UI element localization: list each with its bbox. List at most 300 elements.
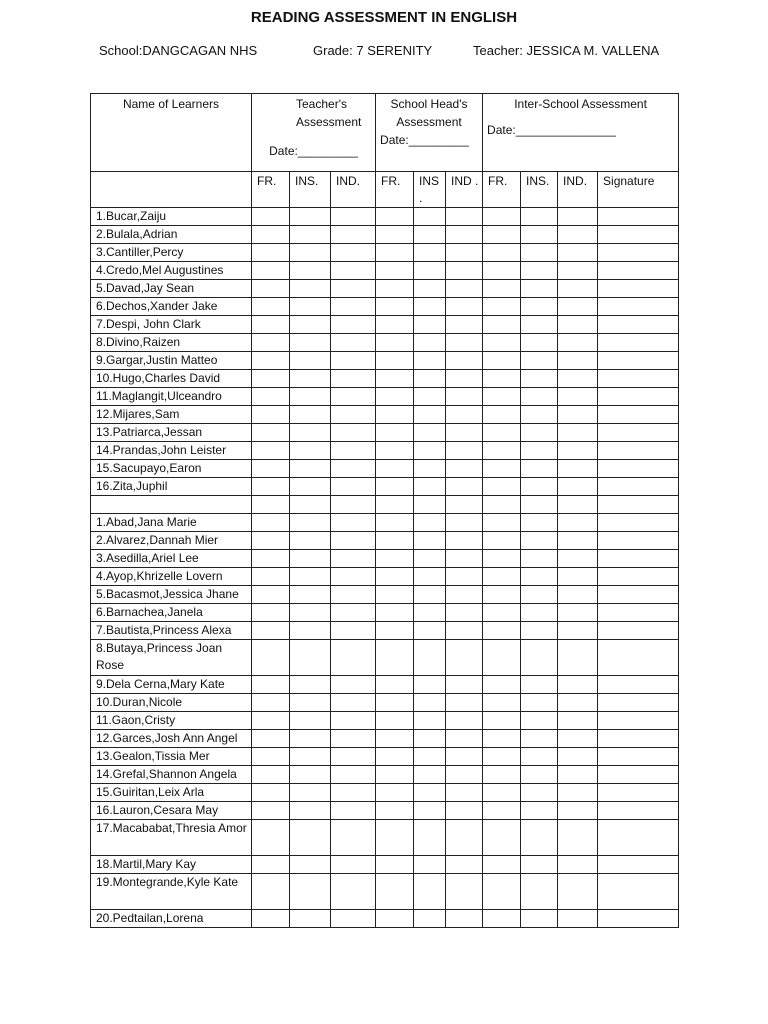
score-cell [558,802,598,820]
score-cell [483,370,521,388]
score-cell [558,568,598,586]
score-cell [483,748,521,766]
score-cell [598,766,679,784]
score-cell [521,604,558,622]
score-cell [483,820,521,856]
score-cell [521,388,558,406]
learner-row [91,262,679,280]
learner-name: 5.Bacasmot,Jessica Jhane [91,586,252,604]
score-cell [521,694,558,712]
score-cell [376,298,414,316]
learner-name: 19.Montegrande,Kyle Kate [91,874,252,910]
score-cell [598,244,679,262]
score-cell [446,694,483,712]
score-cell [483,910,521,928]
score-cell [376,280,414,298]
score-cell [252,604,290,622]
score-cell [414,676,446,694]
learner-row [91,910,679,928]
learner-row [91,352,679,370]
score-cell [558,460,598,478]
score-cell [252,352,290,370]
score-cell [290,640,331,676]
learner-name: 1.Abad,Jana Marie [91,514,252,532]
score-cell [483,334,521,352]
score-cell [446,586,483,604]
score-cell [598,748,679,766]
score-cell [376,712,414,730]
score-cell [290,460,331,478]
score-cell [414,460,446,478]
score-cell [252,424,290,442]
score-cell [483,388,521,406]
score-cell [598,496,679,514]
score-cell [598,460,679,478]
score-cell [414,568,446,586]
score-cell [376,694,414,712]
score-cell [446,226,483,244]
score-cell [558,226,598,244]
score-cell [252,622,290,640]
score-cell [290,874,331,910]
score-cell [598,532,679,550]
score-cell [376,496,414,514]
score-cell [521,586,558,604]
learner-row [91,748,679,766]
score-cell [598,352,679,370]
score-cell [376,442,414,460]
score-cell [414,640,446,676]
score-cell [521,442,558,460]
teacher-ins-header: INS. [290,172,331,208]
page-title: READING ASSESSMENT IN ENGLISH [250,9,518,26]
score-cell [483,802,521,820]
score-cell [414,316,446,334]
score-cell [446,730,483,748]
score-cell [446,262,483,280]
score-cell [331,406,376,424]
score-cell [598,388,679,406]
score-cell [252,820,290,856]
score-cell [558,244,598,262]
learner-row [91,622,679,640]
score-cell [558,406,598,424]
inter-ind-header: IND. [558,172,598,208]
score-cell [290,280,331,298]
score-cell [414,334,446,352]
teacher-assessment-header [252,94,376,172]
score-cell [521,370,558,388]
learner-name: 1.Bucar,Zaiju [91,208,252,226]
score-cell [331,226,376,244]
score-cell [414,748,446,766]
score-cell [598,568,679,586]
score-cell [290,532,331,550]
score-cell [446,622,483,640]
score-cell [446,442,483,460]
learner-row [91,586,679,604]
learner-name: 6.Barnachea,Janela [91,604,252,622]
score-cell [446,496,483,514]
score-cell [521,568,558,586]
score-cell [483,532,521,550]
score-cell [558,874,598,910]
blank-row [91,496,679,514]
score-cell [414,388,446,406]
score-cell [414,424,446,442]
score-cell [446,280,483,298]
score-cell [331,784,376,802]
score-cell [598,712,679,730]
learner-name: 16.Zita,Juphil [91,478,252,496]
score-cell [252,766,290,784]
learner-name: 13.Patriarca,Jessan [91,424,252,442]
score-cell [414,820,446,856]
score-cell [483,280,521,298]
score-cell [446,244,483,262]
learner-row [91,568,679,586]
score-cell [598,316,679,334]
score-cell [252,694,290,712]
score-cell [521,316,558,334]
learner-row [91,388,679,406]
learner-name: 12.Garces,Josh Ann Angel [91,730,252,748]
score-cell [558,694,598,712]
score-cell [331,298,376,316]
score-cell [376,370,414,388]
score-cell [376,514,414,532]
score-cell [521,784,558,802]
score-cell [558,820,598,856]
score-cell [414,478,446,496]
score-cell [598,262,679,280]
score-cell [414,352,446,370]
learner-name: 3.Asedilla,Ariel Lee [91,550,252,568]
score-cell [376,820,414,856]
score-cell [331,622,376,640]
score-cell [446,640,483,676]
score-cell [598,910,679,928]
score-cell [446,298,483,316]
score-cell [558,604,598,622]
score-cell [446,316,483,334]
score-cell [446,460,483,478]
score-cell [414,766,446,784]
score-cell [521,766,558,784]
score-cell [376,730,414,748]
learner-name: 8.Divino,Raizen [91,334,252,352]
score-cell [290,568,331,586]
score-cell [331,586,376,604]
score-cell [414,604,446,622]
score-cell [252,334,290,352]
score-cell [331,910,376,928]
inter-fr-header: FR. [483,172,521,208]
score-cell [446,712,483,730]
score-cell [252,496,290,514]
score-cell [521,910,558,928]
score-cell [414,550,446,568]
score-cell [521,514,558,532]
score-cell [558,208,598,226]
score-cell [483,514,521,532]
score-cell [414,442,446,460]
score-cell [290,748,331,766]
score-cell [252,874,290,910]
score-cell [446,532,483,550]
score-cell [483,856,521,874]
score-cell [414,280,446,298]
score-cell [331,424,376,442]
score-cell [483,694,521,712]
score-cell [598,442,679,460]
learner-row [91,640,679,676]
score-cell [376,532,414,550]
score-cell [446,766,483,784]
score-cell [483,640,521,676]
score-cell [331,712,376,730]
learner-row [91,712,679,730]
learner-name: 15.Guiritan,Leix Arla [91,784,252,802]
score-cell [483,262,521,280]
score-cell [558,388,598,406]
score-cell [376,406,414,424]
score-cell [558,478,598,496]
score-cell [521,532,558,550]
score-cell [290,424,331,442]
score-cell [414,496,446,514]
teacher-date: Date:_________ [269,144,358,158]
score-cell [598,586,679,604]
score-cell [446,514,483,532]
learner-name: 7.Despi, John Clark [91,316,252,334]
score-cell [483,604,521,622]
learner-name: 3.Cantiller,Percy [91,244,252,262]
learner-row [91,766,679,784]
score-cell [376,352,414,370]
score-cell [483,298,521,316]
score-cell [483,208,521,226]
score-cell [290,370,331,388]
score-cell [521,856,558,874]
score-cell [521,640,558,676]
score-cell [521,478,558,496]
learner-row [91,442,679,460]
score-cell [290,316,331,334]
score-cell [521,352,558,370]
score-cell [446,388,483,406]
score-cell [331,856,376,874]
learner-name: 9.Gargar,Justin Matteo [91,352,252,370]
score-cell [376,316,414,334]
score-cell [558,766,598,784]
score-cell [521,460,558,478]
score-cell [290,244,331,262]
learner-row [91,694,679,712]
learner-name: 14.Prandas,John Leister [91,442,252,460]
score-cell [558,532,598,550]
score-cell [558,334,598,352]
score-cell [521,298,558,316]
score-cell [558,424,598,442]
score-cell [598,298,679,316]
score-cell [558,748,598,766]
learner-row [91,856,679,874]
score-cell [598,604,679,622]
head-ind-header: IND . [446,172,483,208]
score-cell [598,514,679,532]
score-cell [290,442,331,460]
score-cell [446,550,483,568]
score-cell [252,208,290,226]
learner-row [91,550,679,568]
score-cell [521,262,558,280]
score-cell [414,532,446,550]
score-cell [290,910,331,928]
score-cell [446,208,483,226]
score-cell [521,730,558,748]
score-cell [252,748,290,766]
subheader-row [91,172,679,208]
score-cell [376,586,414,604]
learner-row [91,298,679,316]
score-cell [331,244,376,262]
teacher-assessment-label: Teacher's Assessment [296,97,362,129]
score-cell [290,712,331,730]
inter-ins-header: INS. [521,172,558,208]
score-cell [414,784,446,802]
learner-name: 9.Dela Cerna,Mary Kate [91,676,252,694]
learner-name: 2.Bulala,Adrian [91,226,252,244]
score-cell [331,352,376,370]
score-cell [558,730,598,748]
score-cell [331,370,376,388]
learner-row [91,424,679,442]
score-cell [483,550,521,568]
score-cell [376,334,414,352]
inter-school-assessment-label: Inter-School Assessment [514,97,647,111]
score-cell [290,550,331,568]
score-cell [414,208,446,226]
score-cell [598,478,679,496]
score-cell [414,406,446,424]
score-cell [414,298,446,316]
score-cell [331,766,376,784]
score-cell [521,244,558,262]
score-cell [521,676,558,694]
learner-row [91,820,679,856]
learner-row [91,244,679,262]
header-row [91,94,679,172]
score-cell [252,370,290,388]
score-cell [483,586,521,604]
score-cell [558,640,598,676]
score-cell [521,496,558,514]
score-cell [446,910,483,928]
score-cell [290,856,331,874]
score-cell [558,622,598,640]
score-cell [598,406,679,424]
score-cell [598,730,679,748]
score-cell [598,280,679,298]
score-cell [290,226,331,244]
score-cell [483,460,521,478]
score-cell [331,316,376,334]
score-cell [558,514,598,532]
score-cell [376,568,414,586]
score-cell [252,712,290,730]
score-cell [598,676,679,694]
score-cell [376,874,414,910]
score-cell [252,802,290,820]
score-cell [331,532,376,550]
score-cell [290,802,331,820]
learner-name: 20.Pedtailan,Lorena [91,910,252,928]
score-cell [483,352,521,370]
score-cell [521,802,558,820]
score-cell [598,784,679,802]
score-cell [331,442,376,460]
learner-name: 18.Martil,Mary Kay [91,856,252,874]
score-cell [598,802,679,820]
score-cell [252,514,290,532]
score-cell [558,550,598,568]
learner-name: 5.Davad,Jay Sean [91,280,252,298]
score-cell [290,730,331,748]
score-cell [376,622,414,640]
score-cell [252,730,290,748]
learner-row [91,316,679,334]
score-cell [331,748,376,766]
learner-row [91,226,679,244]
learner-name: 10.Duran,Nicole [91,694,252,712]
score-cell [521,424,558,442]
learner-name: 4.Credo,Mel Augustines [91,262,252,280]
score-cell [290,262,331,280]
score-cell [376,478,414,496]
score-cell [252,460,290,478]
score-cell [558,280,598,298]
score-cell [483,244,521,262]
score-cell [446,352,483,370]
score-cell [252,442,290,460]
learner-row [91,406,679,424]
score-cell [252,226,290,244]
teacher-fr-header: FR. [252,172,290,208]
learner-name: 13.Gealon,Tissia Mer [91,748,252,766]
learner-name: 4.Ayop,Khrizelle Lovern [91,568,252,586]
score-cell [414,856,446,874]
score-cell [414,226,446,244]
school-head-assessment-label: School Head's Assessment [390,97,468,129]
score-cell [483,406,521,424]
score-cell [252,784,290,802]
assessment-table [90,93,679,928]
score-cell [521,748,558,766]
score-cell [521,334,558,352]
learner-name: 10.Hugo,Charles David [91,370,252,388]
score-cell [252,568,290,586]
score-cell [414,802,446,820]
score-cell [598,820,679,856]
score-cell [290,784,331,802]
score-cell [483,226,521,244]
score-cell [446,784,483,802]
score-cell [558,676,598,694]
score-cell [331,460,376,478]
learner-row [91,280,679,298]
score-cell [376,208,414,226]
